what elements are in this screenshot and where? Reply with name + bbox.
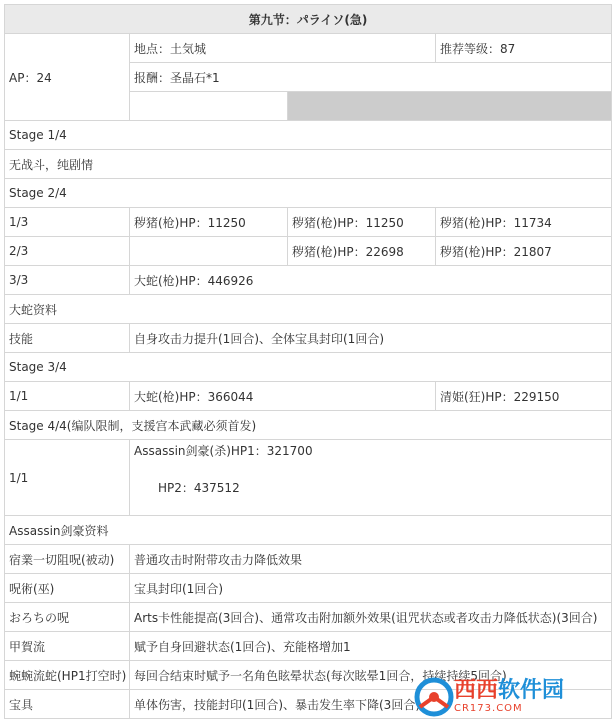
boss-hp2: HP2：437512 <box>158 481 240 495</box>
enemy-cell-empty <box>130 237 288 266</box>
skill-desc: 普通攻击时附带攻击力降低效果 <box>130 545 612 574</box>
stage2-header: Stage 2/4 <box>5 179 612 208</box>
stage4-wave1-row <box>5 440 612 516</box>
stage2-wave2-row <box>5 237 612 266</box>
skill-desc: 宝具封印(1回合) <box>130 574 612 603</box>
wave-label: 1/3 <box>5 208 130 237</box>
stage1-header: Stage 1/4 <box>5 121 612 150</box>
stage1-note: 无战斗，纯剧情 <box>5 150 612 179</box>
wave-label: 1/1 <box>5 440 130 516</box>
assassin-info-header: Assassin剑豪资料 <box>5 516 612 545</box>
stage2-row <box>5 179 612 208</box>
level-cell: 推荐等级：87 <box>436 34 612 63</box>
skill-name: 呪術(巫) <box>5 574 130 603</box>
enemy-cell: 秽猪(枪)HP：22698 <box>288 237 436 266</box>
skill-row <box>5 545 612 574</box>
stage2-wave1-row <box>5 208 612 237</box>
watermark-text <box>454 679 564 715</box>
skill-row <box>5 603 612 632</box>
skill-row <box>5 574 612 603</box>
skill-desc: 赋予自身回避状态(1回合)、充能格增加1 <box>130 632 612 661</box>
watermark-url: CR173.COM <box>454 703 523 714</box>
boss-hp1: Assassin剑豪(杀)HP1：321700 <box>134 444 313 458</box>
snake-info-row <box>5 295 612 324</box>
wave-label: 2/3 <box>5 237 130 266</box>
stage1-note-row <box>5 150 612 179</box>
location-cell: 地点：土気城 <box>130 34 436 63</box>
skill-name: おろちの呪 <box>5 603 130 632</box>
site-watermark <box>414 676 610 718</box>
stage3-row <box>5 353 612 382</box>
skill-desc: Arts卡性能提高(3回合)、通常攻击附加额外效果(诅咒状态或者攻击力降低状态)(3回合) <box>130 603 612 632</box>
info-row-1 <box>5 34 612 63</box>
stage-info-table <box>4 4 612 719</box>
stage1-row <box>5 121 612 150</box>
stage4-row <box>5 411 612 440</box>
stage4-header: Stage 4/4(编队限制，支援宫本武藏必须首发) <box>5 411 612 440</box>
watermark-brand-a: 西西 <box>454 678 499 703</box>
watermark-brand-b: 软件园 <box>498 678 565 703</box>
reward-cell: 报酬：圣晶石*1 <box>130 63 612 92</box>
enemy-cell: 秽猪(枪)HP：21807 <box>436 237 612 266</box>
boss-cell <box>130 440 612 516</box>
enemy-cell: 大蛇(枪)HP：366044 <box>130 382 436 411</box>
section-title: 第九节：パライソ(急) <box>5 5 612 34</box>
stage2-wave3-row <box>5 266 612 295</box>
blank-cell <box>130 92 288 121</box>
skill-desc: 单体伤害，技能封印(1回合)、暴击发生率下降(3回合) <box>130 690 612 719</box>
stage3-wave1-row <box>5 382 612 411</box>
assassin-info-row <box>5 516 612 545</box>
snake-info-header: 大蛇资料 <box>5 295 612 324</box>
skill-label: 技能 <box>5 324 130 353</box>
enemy-cell: 秽猪(枪)HP：11734 <box>436 208 612 237</box>
enemy-cell: 大蛇(枪)HP：446926 <box>130 266 612 295</box>
skill-desc: 每回合结束时赋予一名角色眩晕状态(每次眩晕1回合，持续持续5回合) <box>130 661 612 690</box>
stage3-header: Stage 3/4 <box>5 353 612 382</box>
enemy-cell: 秽猪(枪)HP：11250 <box>288 208 436 237</box>
snake-skill-row <box>5 324 612 353</box>
cr-logo-icon <box>414 677 454 717</box>
skill-name: 蜿蜿流蛇(HP1打空时) <box>5 661 130 690</box>
wave-label: 3/3 <box>5 266 130 295</box>
enemy-cell: 清姫(狂)HP：229150 <box>436 382 612 411</box>
skill-desc: 自身攻击力提升(1回合)、全体宝具封印(1回合) <box>130 324 612 353</box>
gray-block <box>288 92 612 121</box>
skill-row <box>5 632 612 661</box>
ap-cell: AP：24 <box>5 34 130 121</box>
title-row <box>5 5 612 34</box>
wave-label: 1/1 <box>5 382 130 411</box>
skill-name: 宝具 <box>5 690 130 719</box>
enemy-cell: 秽猪(枪)HP：11250 <box>130 208 288 237</box>
skill-name: 甲賀流 <box>5 632 130 661</box>
skill-name: 宿業一切阻呪(被动) <box>5 545 130 574</box>
